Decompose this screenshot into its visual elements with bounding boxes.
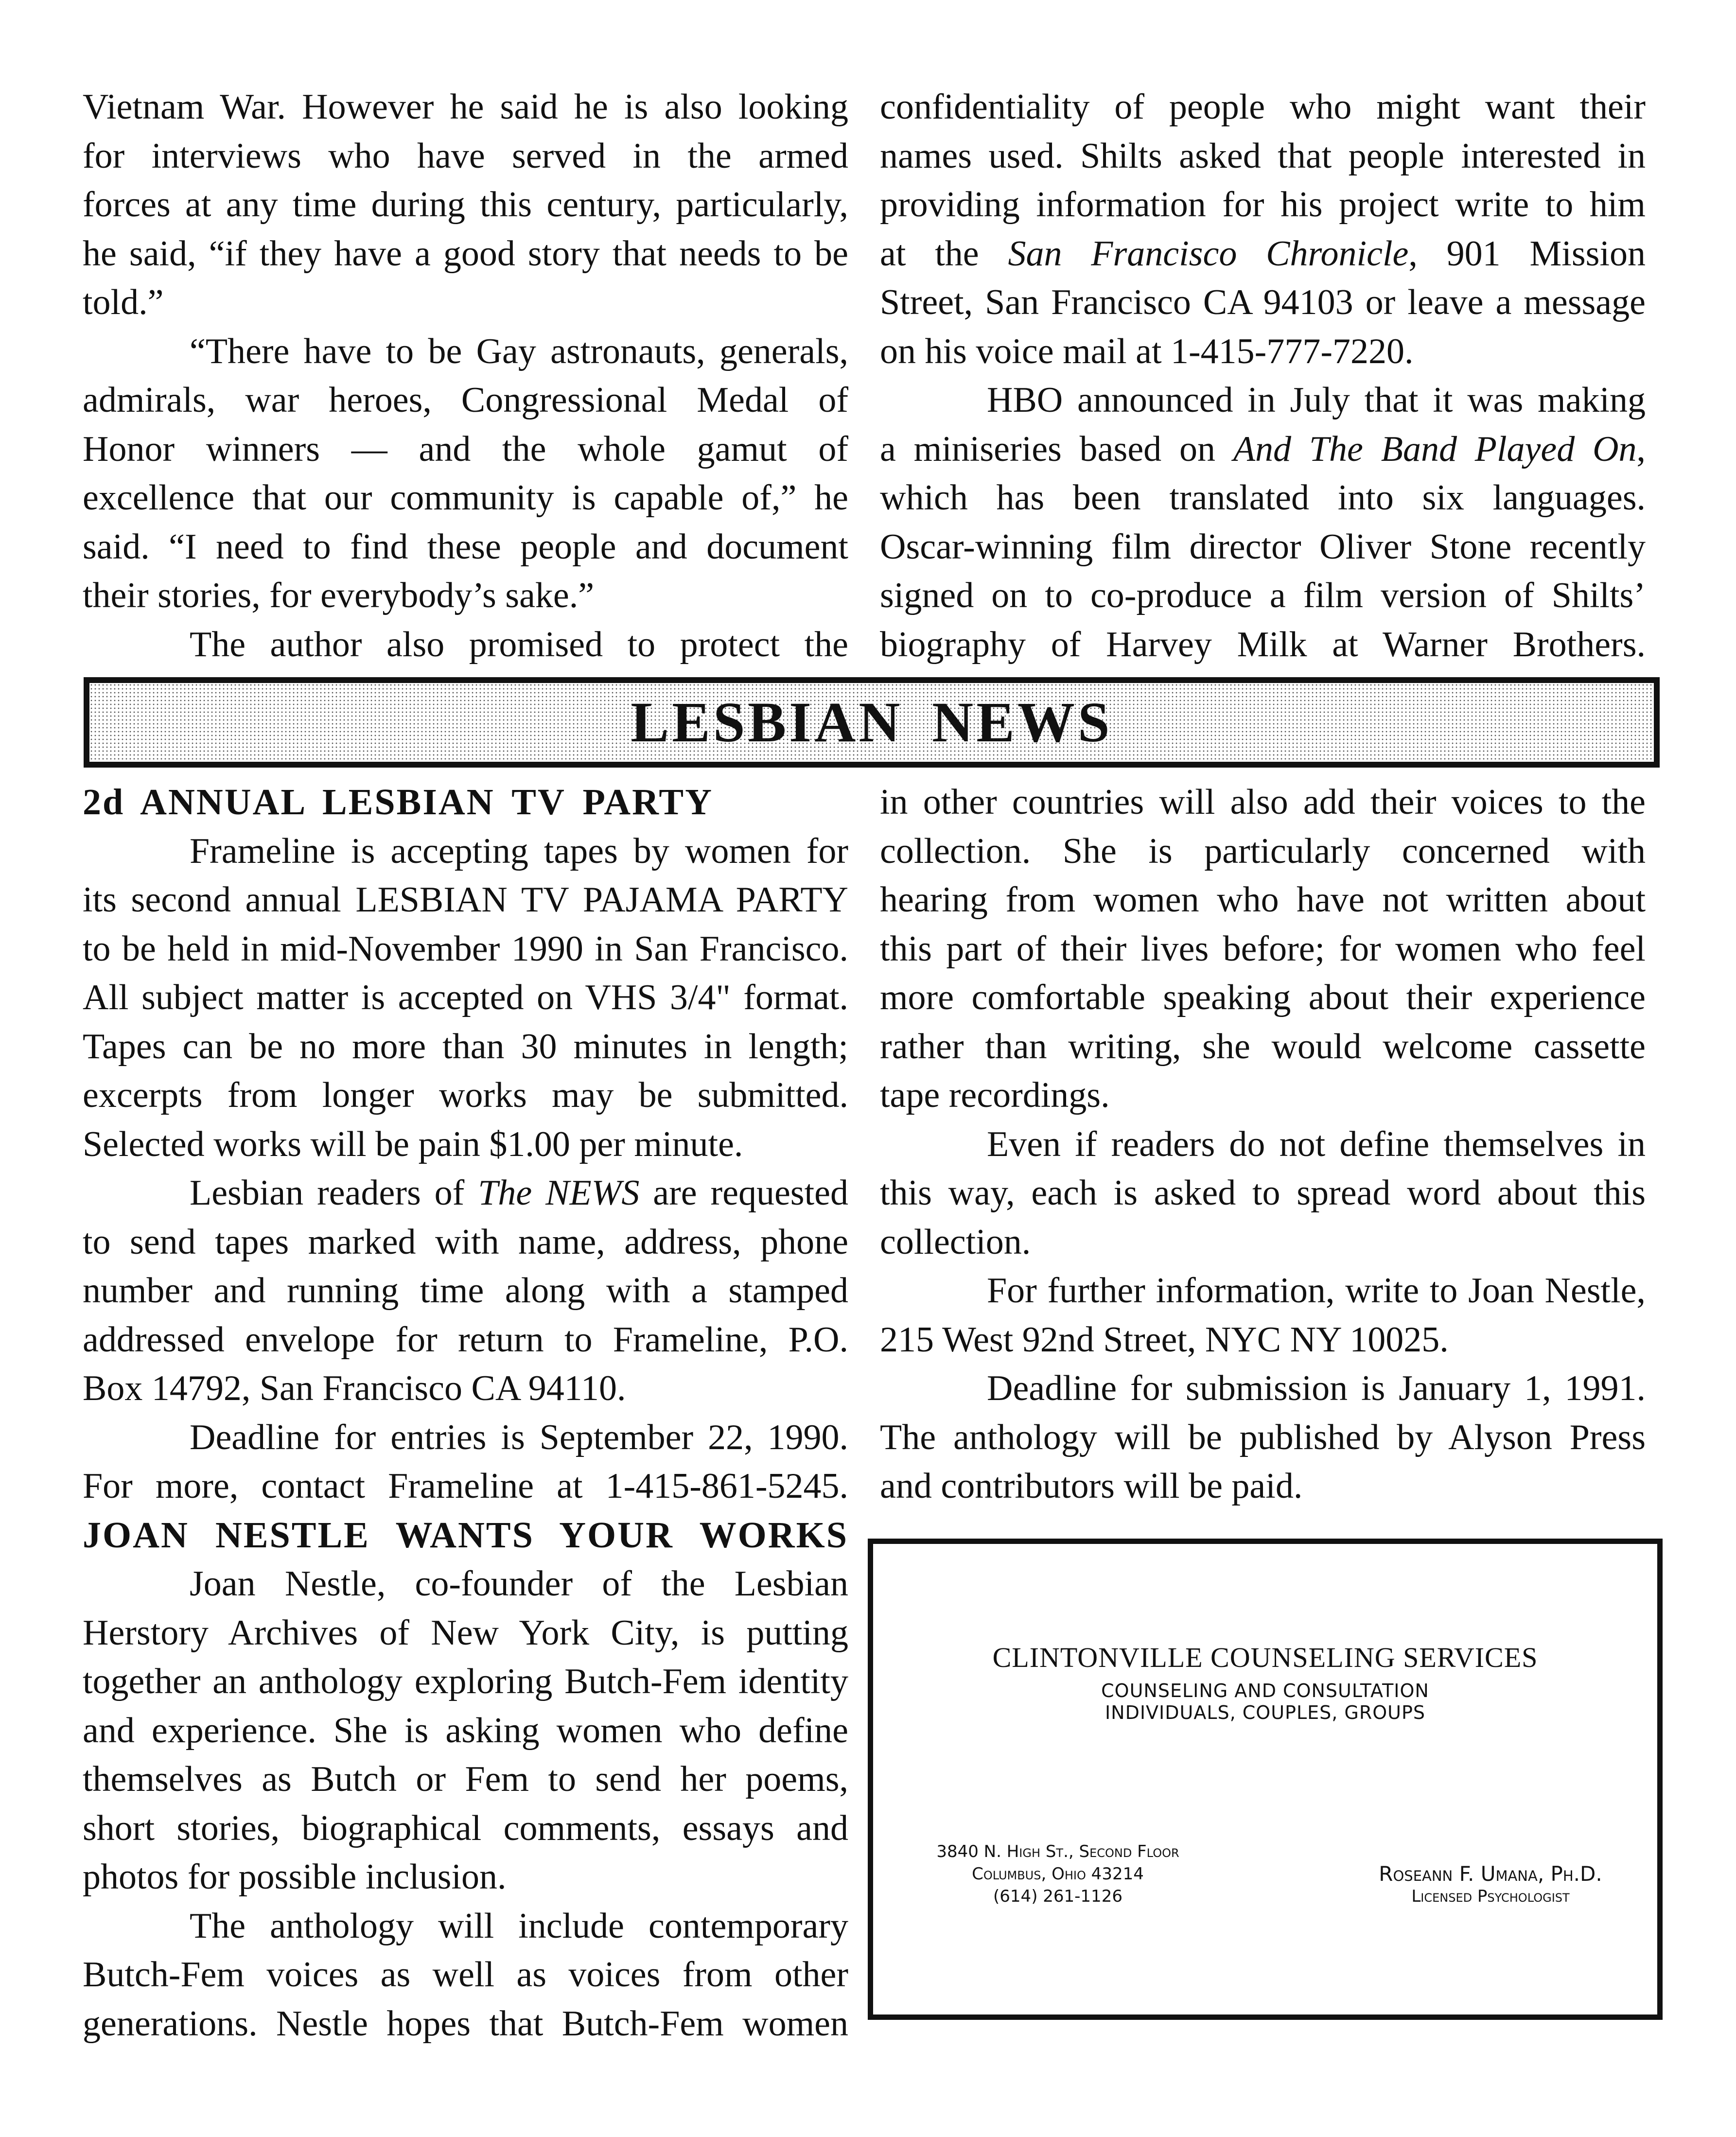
text-segment: Lesbian readers of — [190, 1173, 478, 1213]
italic-title: The NEWS — [478, 1173, 640, 1213]
ad-tagline: COUNSELING AND CONSULTATION — [1101, 1680, 1429, 1701]
text-line: themselves as Butch or Fem to send her poems, — [83, 1759, 848, 1799]
text-line: HBO announced in July that it was making — [987, 380, 1646, 420]
text-line: said. “I need to find these people and document — [83, 526, 848, 567]
text-line: he said, “if they have a good story that needs to be — [83, 233, 848, 274]
text-line: more comfortable speaking about their experience — [880, 978, 1646, 1017]
ad-address-line2: Columbus, Ohio 43214 — [972, 1864, 1144, 1884]
text-line: Butch-Fem voices as well as voices from other — [83, 1955, 848, 1995]
text-line: number and running time along with a stamped — [83, 1271, 848, 1311]
text-line: “There have to be Gay astronauts, generals, — [190, 331, 848, 371]
text-line — [83, 1169, 848, 1218]
text-segment: a miniseries based on — [880, 429, 1233, 469]
text-line: admirals, war heroes, Congressional Medal of — [83, 380, 848, 420]
section-title: LESBIAN NEWS — [631, 690, 1113, 754]
italic-title: San Francisco Chronicle — [1008, 233, 1409, 274]
text-line: and contributors will be paid. — [880, 1466, 1303, 1506]
text-segment: at the — [880, 233, 1008, 274]
text-line — [880, 425, 1646, 474]
text-line: names used. Shilts asked that people interested in — [880, 136, 1646, 176]
text-line: which has been translated into six languages. — [880, 478, 1646, 518]
text-line: collection. She is particularly concerned with — [880, 831, 1646, 871]
text-line: providing information for his project write to him — [880, 185, 1646, 225]
text-line: For more, contact Frameline at 1-415-861-5245. — [83, 1466, 848, 1506]
text-line: excellence that our community is capable of,” he — [83, 478, 848, 518]
text-line: short stories, biographical comments, essays and — [83, 1808, 848, 1848]
text-line: addressed envelope for return to Frameline, P.O. — [83, 1319, 848, 1360]
text-line: its second annual LESBIAN TV PAJAMA PARTY — [83, 880, 848, 920]
article-top-right-column — [880, 83, 1646, 669]
text-line: Joan Nestle, co-founder of the Lesbian — [190, 1564, 848, 1604]
counseling-advertisement — [868, 1539, 1663, 2020]
text-line: The author also promised to protect the — [190, 624, 848, 665]
text-line: All subject matter is accepted on VHS 3/4" format. — [83, 978, 848, 1017]
text-line: Deadline for submission is January 1, 1991. — [987, 1368, 1646, 1408]
text-line: photos for possible inclusion. — [83, 1857, 507, 1897]
text-segment: , — [1636, 429, 1646, 469]
text-line: Tapes can be no more than 30 minutes in length; — [83, 1026, 848, 1067]
text-line: on his voice mail at 1-415-777-7220. — [880, 331, 1414, 371]
text-segment: , 901 Mission — [1408, 233, 1646, 274]
text-line: The anthology will be published by Alyson Press — [880, 1417, 1646, 1457]
ad-address-block — [902, 1840, 1213, 1908]
text-line: Vietnam War. However he said he is also looking — [83, 87, 848, 127]
text-line: and experience. She is asking women who define — [83, 1710, 848, 1751]
ad-business-name: CLINTONVILLE COUNSELING SERVICES — [992, 1642, 1538, 1673]
text-line: collection. — [880, 1222, 1031, 1262]
text-line: Oscar-winning film director Oliver Stone recently — [880, 526, 1646, 567]
text-line: generations. Nestle hopes that Butch-Fem women — [83, 2003, 848, 2044]
text-line: Selected works will be pain $1.00 per minute. — [83, 1124, 743, 1164]
text-line: told.” — [83, 282, 164, 322]
text-line: to send tapes marked with name, address, phone — [83, 1222, 848, 1262]
ad-services: INDIVIDUALS, COUPLES, GROUPS — [1105, 1702, 1426, 1723]
text-line: excerpts from longer works may be submitted. — [83, 1075, 848, 1115]
lesbian-news-right-column — [880, 778, 1646, 1511]
text-line: For further information, write to Joan Nestle, — [987, 1271, 1646, 1311]
text-line: Frameline is accepting tapes by women for — [190, 831, 848, 871]
section-banner — [84, 677, 1660, 768]
text-line: hearing from women who have not written about — [880, 880, 1646, 920]
italic-title: And The Band Played On — [1233, 429, 1637, 469]
article-top-left-column — [83, 83, 848, 669]
ad-practitioner-name: Roseann F. Umana, Ph.D. — [1379, 1862, 1602, 1886]
ad-practitioner-block — [1340, 1862, 1641, 1907]
ad-phone: (614) 261-1126 — [993, 1887, 1122, 1906]
text-line: Honor winners — and the whole gamut of — [83, 429, 848, 469]
article-headline: JOAN NESTLE WANTS YOUR WORKS — [83, 1514, 848, 1556]
text-line: rather than writing, she would welcome cassette — [880, 1026, 1646, 1067]
text-line: this way, each is asked to spread word about this — [880, 1173, 1646, 1213]
text-line: confidentiality of people who might want their — [880, 87, 1646, 127]
text-line: tape recordings. — [880, 1075, 1110, 1115]
text-line: their stories, for everybody’s sake.” — [83, 576, 595, 615]
text-line: for interviews who have served in the armed — [83, 136, 848, 176]
ad-address-line1: 3840 N. High St., Second Floor — [936, 1842, 1179, 1861]
lesbian-news-left-column — [83, 778, 848, 2048]
text-segment: are requested — [639, 1173, 848, 1213]
text-line: Deadline for entries is September 22, 1990. — [190, 1417, 848, 1457]
ad-credential: Licensed Psychologist — [1411, 1887, 1570, 1906]
text-line — [880, 229, 1646, 279]
text-line: in other countries will also add their voices to the — [880, 782, 1646, 822]
text-line: forces at any time during this century, particularly, — [83, 185, 848, 225]
text-line: biography of Harvey Milk at Warner Brothers. — [880, 624, 1646, 665]
text-line: 215 West 92nd Street, NYC NY 10025. — [880, 1319, 1449, 1360]
article-headline: 2d ANNUAL LESBIAN TV PARTY — [83, 782, 713, 823]
text-line: to be held in mid-November 1990 in San Francisco. — [83, 928, 848, 969]
text-line: Box 14792, San Francisco CA 94110. — [83, 1368, 626, 1408]
text-line: Even if readers do not define themselves in — [987, 1124, 1646, 1164]
text-line: this part of their lives before; for women who feel — [880, 928, 1646, 969]
text-line: signed on to co-produce a film version of Shilts’ — [880, 576, 1646, 615]
text-line: The anthology will include contemporary — [190, 1906, 848, 1946]
text-line: Herstory Archives of New York City, is putting — [83, 1612, 848, 1653]
text-line: Street, San Francisco CA 94103 or leave a message — [880, 282, 1646, 322]
text-line: together an anthology exploring Butch-Fem identity — [83, 1662, 848, 1701]
